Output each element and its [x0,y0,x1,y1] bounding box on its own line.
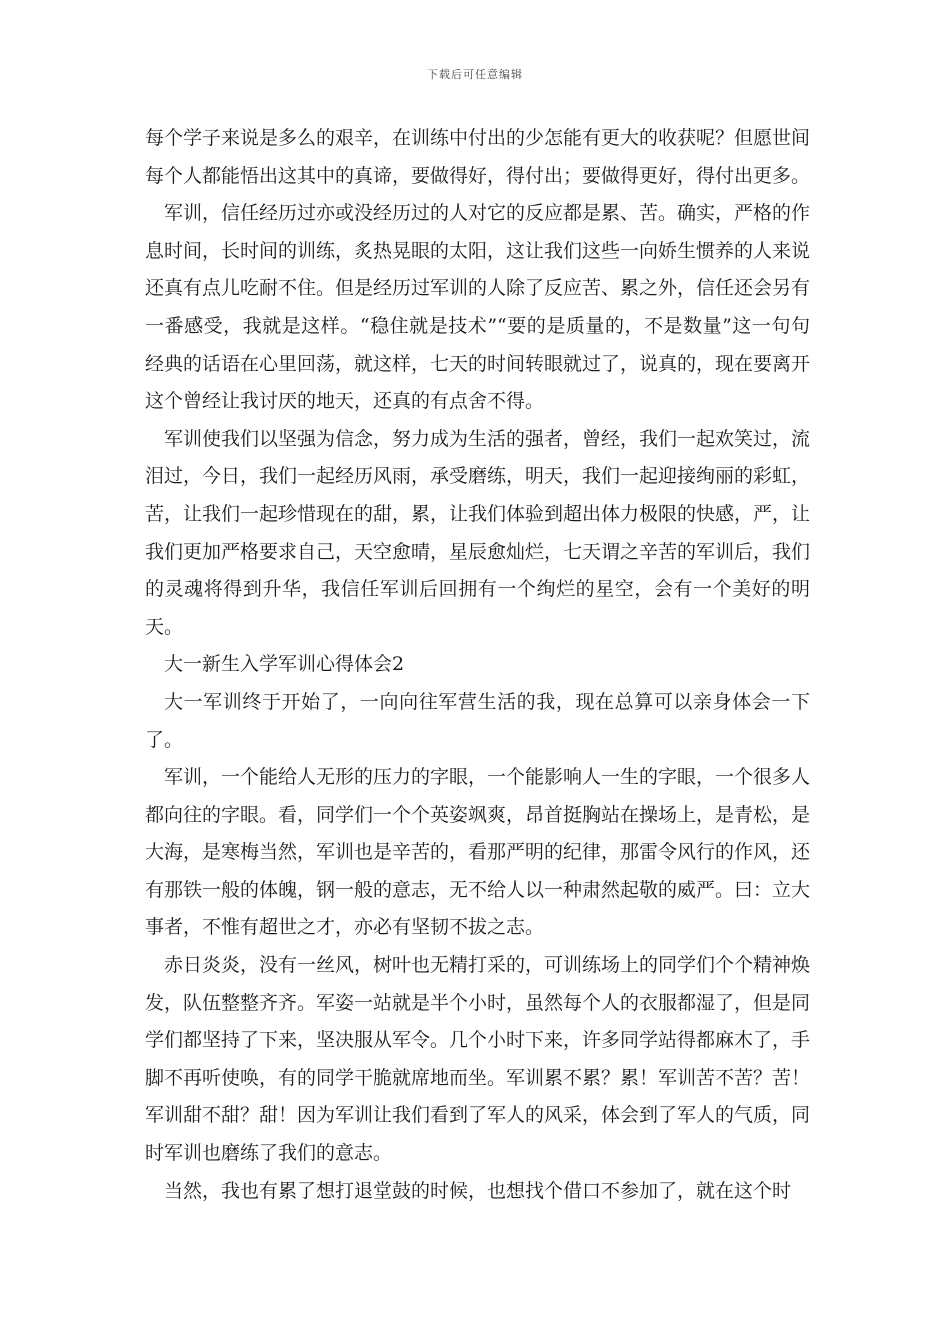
paragraph: 赤日炎炎，没有一丝风，树叶也无精打采的，可训练场上的同学们个个精神焕发，队伍整整齐齐。军姿一站就是半个小时，虽然每个人的衣服都湿了，但是同学们都坚持了下来，坚决服从军令。几个小时下来，许多同学站得都麻木了，手脚不再听使唤，有的同学干脆就席地而坐。军训累不累？累！军训苦不苦？苦！军训甜不甜？甜！因为军训让我们看到了军人的风采，体会到了军人的气质，同时军训也磨练了我们的意志。 [145,954,811,1165]
paragraph: 军训使我们以坚强为信念，努力成为生活的强者，曾经，我们一起欢笑过，流泪过，今日，我们一起经历风雨，承受磨练，明天，我们一起迎接绚丽的彩虹，苦，让我们一起珍惜现在的甜，累，让我们体验到超出体力极限的快感，严，让我们更加严格要求自己，天空愈晴，星辰愈灿烂，七天谓之辛苦的军训后，我们的灵魂将得到升华，我信任军训后回拥有一个绚烂的星空，会有一个美好的明天。 [145,427,811,638]
document-body [145,120,810,1210]
section-heading: 大一新生入学军训心得体会2 [164,653,405,676]
paragraph: 军训，一个能给人无形的压力的字眼，一个能影响人一生的字眼，一个很多人都向往的字眼。看，同学们一个个英姿飒爽，昂首挺胸站在操场上，是青松，是大海，是寒梅当然，军训也是辛苦的，看那严明的纪律，那雷令风行的作风，还有那铁一般的体魄，钢一般的意志，无不给人以一种肃然起敬的威严。曰：立大事者，不惟有超世之才，亦必有坚韧不拔之志。 [145,766,811,939]
paragraph-continued: 每个学子来说是多么的艰辛，在训练中付出的少怎能有更大的收获呢？但愿世间每个人都能悟出这其中的真谛，要做得好，得付出；要做得更好，得付出更多。 [145,127,811,187]
paragraph: 当然，我也有累了想打退堂鼓的时候，也想找个借口不参加了，就在这个时 [164,1179,792,1202]
page-header-note: 下载后可任意编辑 [427,68,523,81]
paragraph: 大一军训终于开始了，一向向往军营生活的我，现在总算可以亲身体会一下了。 [145,690,810,751]
paragraph: 军训，信任经历过亦或没经历过的人对它的反应都是累、苦。确实，严格的作息时间，长时间的训练，炙热晃眼的太阳，这让我们这些一向娇生惯养的人来说还真有点儿吃耐不住。但是经历过军训的人除了反应苦、累之外，信任还会另有一番感受，我就是这样。“稳住就是技术”“要的是质量的，不是数量”这一句句经典的话语在心里回荡，就这样，七天的时间转眼就过了，说真的，现在要离开这个曾经让我讨厌的地天，还真的有点舍不得。 [145,202,811,413]
